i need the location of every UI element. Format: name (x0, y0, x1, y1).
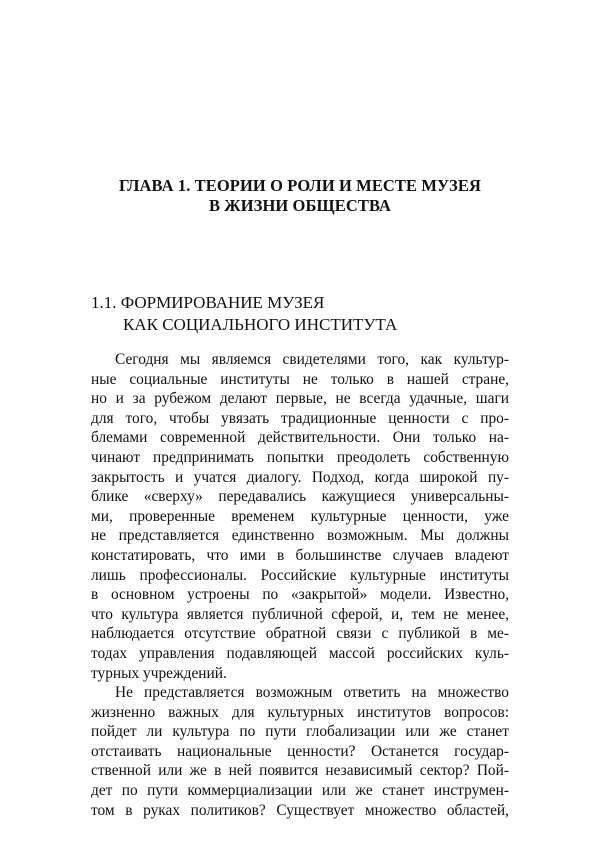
text-line: отстаивать национальные ценности? Останется государ- (91, 742, 509, 760)
text-line: ми, проверенные временем культурные ценности, уже (91, 507, 509, 525)
text-line: для того, чтобы увязать традиционные ценности с про- (91, 409, 509, 427)
text-line: закрытость и учатся диалогу. Подход, когда широкой пу- (91, 468, 509, 486)
text-line: блемами современной действительности. Они только на- (91, 429, 509, 447)
text-line: ные социальные институты не только в нашей стране, (91, 370, 509, 388)
chapter-title (0, 176, 600, 216)
section-heading-line-1: 1.1. ФОРМИРОВАНИЕ МУЗЕЯ (91, 293, 325, 312)
text-line: чинают предпринимать попытки преодолеть собственную (91, 448, 509, 466)
text-line: блике «сверху» передавались кажущиеся универсальны- (91, 488, 509, 506)
text-line: ственной или же в ней появится независимый сектор? Пой- (91, 762, 509, 780)
text-line: том в руках политиков? Существует множество областей, (91, 801, 509, 819)
text-line: констатировать, что ими в большинстве случаев владеют (91, 546, 509, 564)
text-line: пойдет ли культура по пути глобализации или же станет (91, 723, 509, 741)
text-line: Сегодня мы являемся свидетелями того, как культур- (115, 351, 509, 368)
text-line: турных учреждений. (91, 664, 227, 682)
text-line: наблюдается отсутствие обратной связи с публикой в ме- (91, 625, 509, 643)
paragraph-1 (91, 350, 509, 683)
body-text (91, 350, 509, 820)
text-line: дет по пути коммерциализации или же станет инструмен- (91, 782, 509, 800)
chapter-title-line-1: ГЛАВА 1. ТЕОРИИ О РОЛИ И МЕСТЕ МУЗЕЯ (119, 176, 481, 195)
text-line: тодах управления подавляющей массой российских куль- (91, 644, 509, 662)
section-heading-line-2: КАК СОЦИАЛЬНОГО ИНСТИТУТА (123, 315, 398, 334)
text-line: лишь профессионалы. Российские культурные институты (91, 566, 509, 584)
text-line: что культура является публичной сферой, и, тем не менее, (91, 605, 509, 623)
text-line: жизненно важных для культурных институтов вопросов: (91, 703, 509, 721)
text-line: не представляется единственно возможным. Мы должны (91, 527, 509, 545)
text-line: но и за рубежом делают первые, не всегда удачные, шаги (91, 390, 509, 408)
chapter-title-line-2: В ЖИЗНИ ОБЩЕСТВА (208, 196, 392, 215)
section-heading (91, 292, 397, 336)
text-line: в основном устроены по «закрытой» модели. Известно, (91, 586, 509, 604)
text-line: Не представляется возможным ответить на множество (115, 684, 509, 702)
paragraph-2 (91, 683, 509, 820)
